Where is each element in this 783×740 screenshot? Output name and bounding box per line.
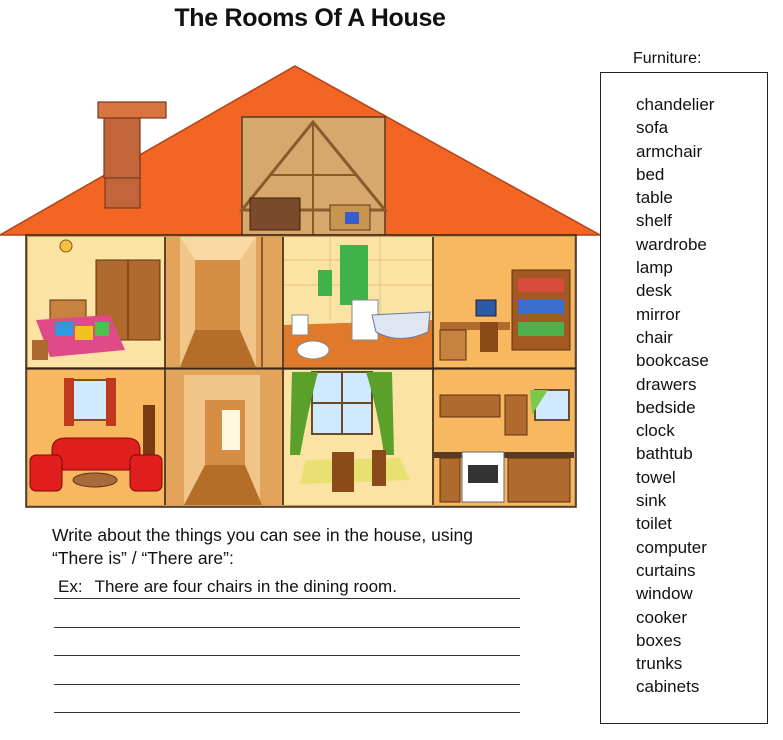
page-title: The Rooms Of A House bbox=[174, 4, 446, 32]
answer-line[interactable] bbox=[54, 598, 520, 599]
example-sentence bbox=[58, 577, 397, 597]
study-room bbox=[434, 237, 574, 367]
furniture-list bbox=[636, 93, 714, 699]
furniture-word: bedside bbox=[636, 397, 696, 417]
furniture-word: desk bbox=[636, 281, 672, 301]
furniture-word: curtains bbox=[636, 560, 696, 580]
instruction-line-2: “There is” / “There are”: bbox=[52, 548, 234, 568]
furniture-word: chair bbox=[636, 327, 673, 347]
furniture-word: clock bbox=[636, 421, 675, 441]
kitchen bbox=[434, 370, 574, 505]
furniture-word: shelf bbox=[636, 211, 672, 231]
house-illustration bbox=[0, 60, 600, 510]
furniture-word: table bbox=[636, 188, 673, 208]
furniture-word: bookcase bbox=[636, 351, 709, 371]
answer-line[interactable] bbox=[54, 627, 520, 628]
furniture-heading: Furniture: bbox=[633, 50, 702, 67]
answer-line[interactable] bbox=[54, 655, 520, 656]
furniture-word: mirror bbox=[636, 304, 681, 324]
furniture-word: boxes bbox=[636, 630, 682, 650]
furniture-word: bed bbox=[636, 164, 665, 184]
furniture-word: sink bbox=[636, 491, 667, 511]
furniture-word: armchair bbox=[636, 141, 703, 161]
bedroom bbox=[28, 237, 164, 367]
furniture-word: drawers bbox=[636, 374, 697, 394]
furniture-word: cooker bbox=[636, 607, 688, 627]
hallway-lower bbox=[166, 370, 282, 505]
example-text: There are four chairs in the dining room. bbox=[94, 577, 397, 596]
furniture-word: trunks bbox=[636, 654, 683, 674]
attic-room bbox=[242, 117, 385, 235]
furniture-word: toilet bbox=[636, 514, 672, 534]
furniture-word: computer bbox=[636, 537, 707, 557]
answer-line[interactable] bbox=[54, 712, 520, 713]
dining-room bbox=[284, 370, 432, 505]
exercise-instructions bbox=[52, 524, 552, 570]
furniture-word: towel bbox=[636, 467, 676, 487]
furniture-word: lamp bbox=[636, 258, 673, 278]
furniture-word: window bbox=[636, 584, 693, 604]
furniture-word: cabinets bbox=[636, 677, 700, 697]
furniture-word: wardrobe bbox=[636, 234, 707, 254]
example-prefix: Ex: bbox=[58, 577, 83, 596]
instruction-line-1: Write about the things you can see in the house, using bbox=[52, 525, 473, 545]
living-room bbox=[28, 370, 164, 505]
furniture-word: sofa bbox=[636, 118, 669, 138]
bathroom bbox=[284, 237, 432, 367]
furniture-word-box bbox=[600, 72, 768, 724]
furniture-word: chandelier bbox=[636, 95, 715, 114]
furniture-word: bathtub bbox=[636, 444, 693, 464]
answer-line[interactable] bbox=[54, 684, 520, 685]
hallway-upper bbox=[166, 237, 282, 367]
